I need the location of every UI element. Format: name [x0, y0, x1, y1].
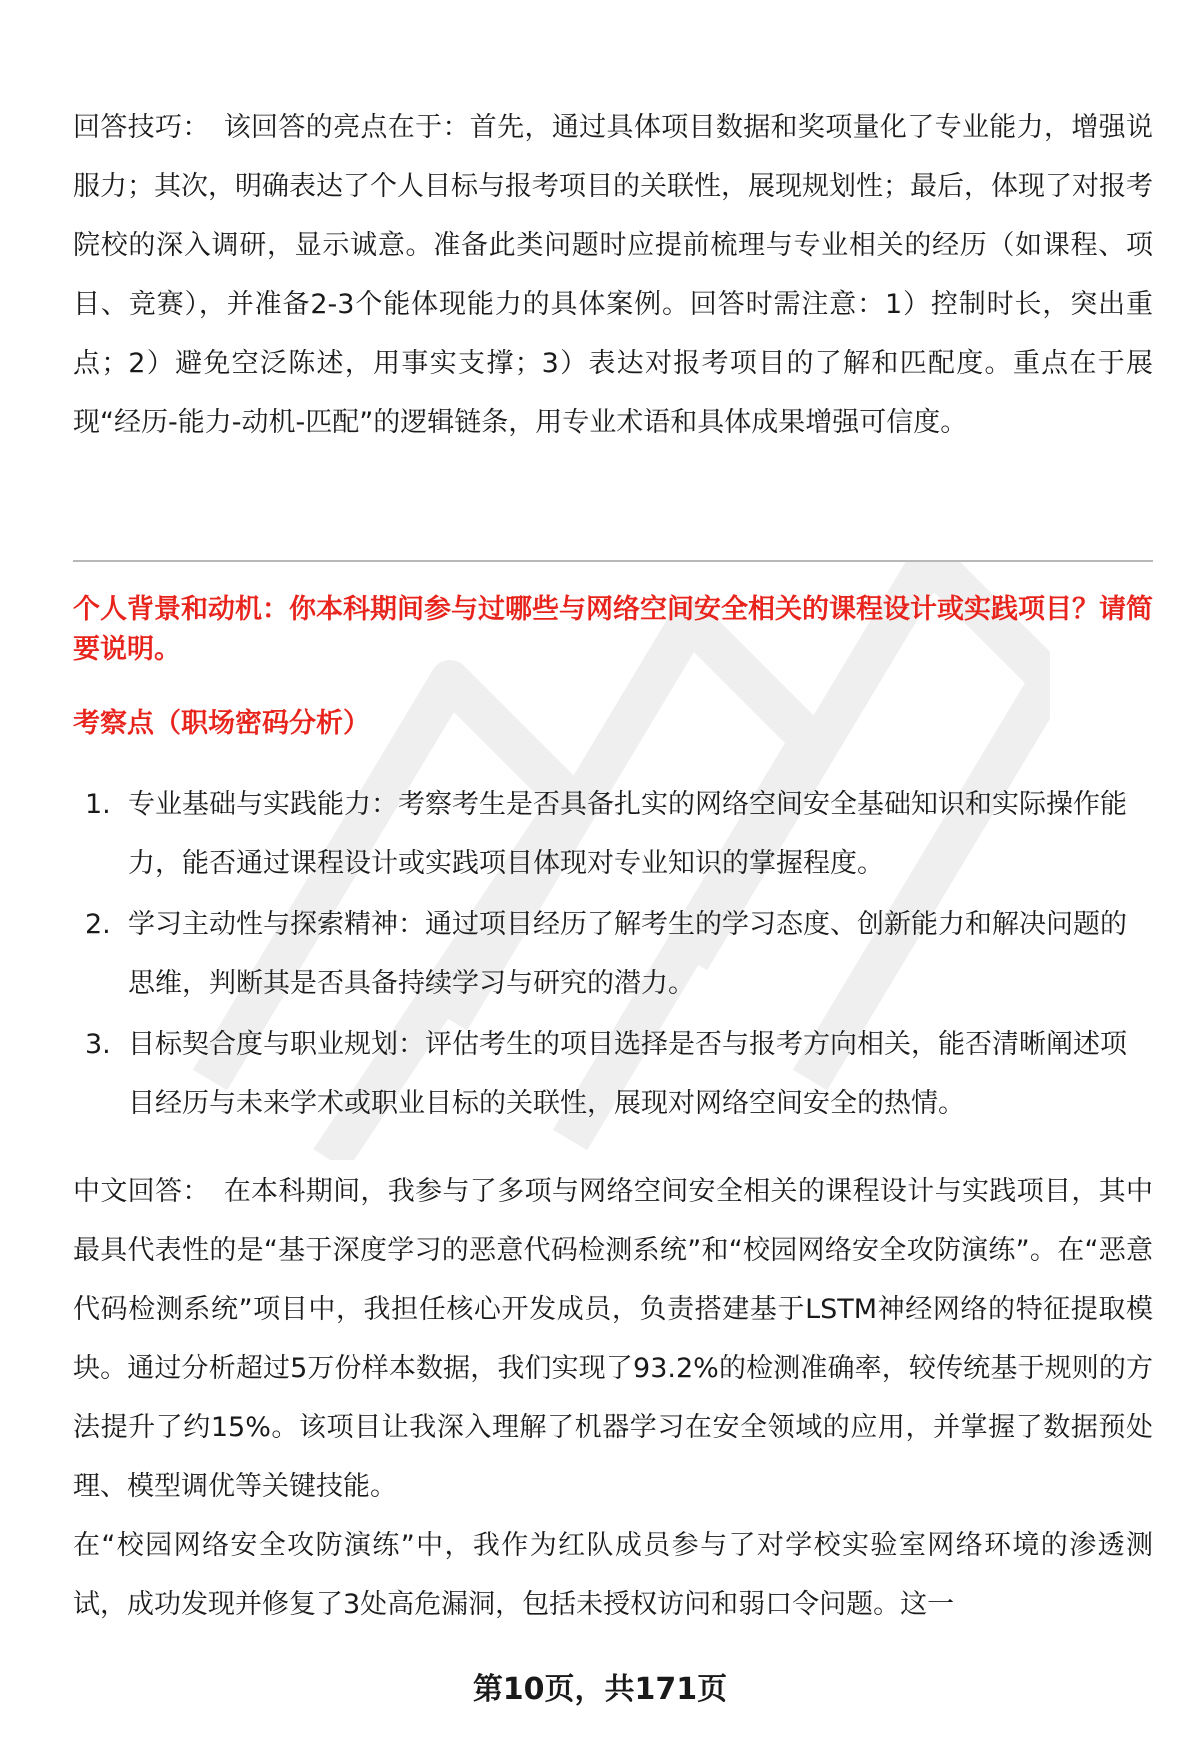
- answer-paragraph-continued: 在“校园网络安全攻防演练”中，我作为红队成员参与了对学校实验室网络环境的渗透测试，成功发现并修复了3处高危漏洞，包括未授权访问和弱口令问题。这一: [73, 1530, 1153, 1620]
- list-item: [73, 1015, 1153, 1133]
- list-item-text: 学习主动性与探索精神：通过项目经历了解考生的学习态度、创新能力和解决问题的思维，判断其是否具备持续学习与研究的潜力。: [128, 909, 1127, 999]
- list-item: [73, 895, 1153, 1013]
- tips-paragraph: [73, 98, 1153, 452]
- page-number-footer: 第10页，共171页: [472, 1672, 728, 1707]
- list-item: [73, 775, 1153, 893]
- list-item-text: 目标契合度与职业规划：评估考生的项目选择是否与报考方向相关，能否清晰阐述项目经历与未来学术或职业目标的关联性，展现对网络空间安全的热情。: [128, 1029, 1127, 1119]
- list-item-number: 3.: [85, 1029, 111, 1060]
- answer-text: 在本科期间，我参与了多项与网络空间安全相关的课程设计与实践项目，其中最具代表性的是“基于深度学习的恶意代码检测系统”和“校园网络安全攻防演练”。在“恶意代码检测系统”项目中，我担任核心开发成员，负责搭建基于LSTM神经网络的特征提取模块。通过分析超过5万份样本数据，我们实现了93.2%的检测准确率，较传统基于规则的方法提升了约15%。该项目让我深入理解了机器学习在安全领域的应用，并掌握了数据预处理、模型调优等关键技能。: [73, 1176, 1154, 1502]
- tips-section: [73, 98, 1153, 452]
- list-item-number: 1.: [85, 789, 111, 820]
- assessment-points-title: 考察点（职场密码分析）: [73, 708, 370, 739]
- tips-text: 该回答的亮点在于：首先，通过具体项目数据和奖项量化了专业能力，增强说服力；其次，明确表达了个人目标与报考项目的关联性，展现规划性；最后，体现了对报考院校的深入调研，显示诚意。准备此类问题时应提前梳理与专业相关的经历（如课程、项目、竞赛），并准备2-3个能体现能力的具体案例。回答时需注意：1）控制时长，突出重点；2）避免空泛陈述，用事实支撑；3）表达对报考项目的了解和匹配度。重点在于展现“经历-能力-动机-匹配”的逻辑链条，用专业术语和具体成果增强可信度。: [73, 112, 1154, 438]
- section-divider: [73, 560, 1153, 562]
- answer-section: [73, 1162, 1153, 1634]
- answer-lead: 中文回答：: [73, 1176, 210, 1207]
- assessment-points-list: [73, 775, 1153, 1135]
- list-item-number: 2.: [85, 909, 111, 940]
- tips-lead: 回答技巧：: [73, 112, 210, 143]
- question-heading: 个人背景和动机：你本科期间参与过哪些与网络空间安全相关的课程设计或实践项目？请简要说明。: [73, 594, 1153, 665]
- list-item-text: 专业基础与实践能力：考察考生是否具备扎实的网络空间安全基础知识和实际操作能力，能否通过课程设计或实践项目体现对专业知识的掌握程度。: [128, 789, 1127, 879]
- answer-paragraph: [73, 1162, 1153, 1516]
